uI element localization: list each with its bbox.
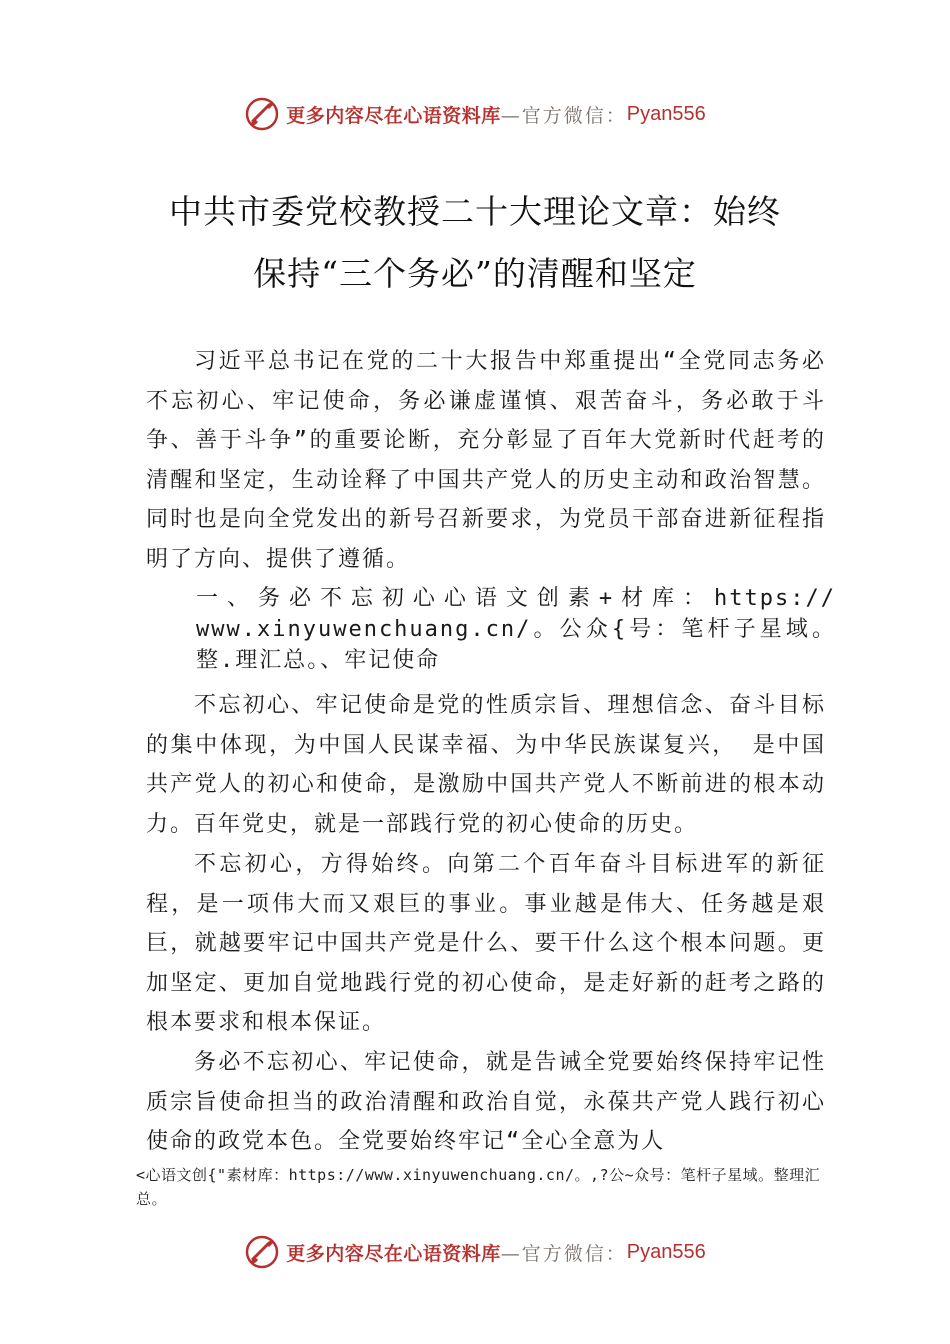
footnote-source: <心语文创{"素材库：https://www.xinyuwenchuang.cn/。,?公~众号：笔杆子星域。整理汇总。	[136, 1166, 821, 1208]
body-paragraph-3: 不忘初心，方得始终。向第二个百年奋斗目标进军的新征程，是一项伟大而又艰巨的事业。事业越是伟大、任务越是艰巨，就越要牢记中国共产党是什么、要干什么这个根本问题。更加坚定、更加自觉地践行党的初心使命，是走好新的赶考之路的根本要求和根本保证。	[146, 852, 826, 1036]
document-title-line-2: 保持“三个务必”的清醒和坚定	[253, 254, 697, 293]
document-title-line-1: 中共市委党校教授二十大理论文章：始终	[169, 192, 781, 231]
banner-wechat-id: Pyan556	[626, 1240, 706, 1263]
banner-wechat-label: —官方微信：	[500, 1242, 627, 1265]
banner-brand-text: 更多内容尽在心语资料库	[286, 104, 501, 127]
footer-watermark-banner	[0, 1232, 950, 1272]
banner-brand-text: 更多内容尽在心语资料库	[286, 1242, 501, 1265]
brand-logo-icon	[244, 96, 280, 132]
body-paragraph-2: 不忘初心、牢记使命是党的性质宗旨、理想信念、奋斗目标的集中体现，为中国人民谋幸福、为中华民族谋复兴， 是中国共产党人的初心和使命，是激励中国共产党人不断前进的根本动力。百年党史，就是一部践行党的初心使命的历史。	[146, 693, 826, 837]
body-paragraph-intro: 习近平总书记在党的二十大报告中郑重提出“全党同志务必不忘初心、牢记使命，务必谦虚谨慎、艰苦奋斗，务必敢于斗争、善于斗争”的重要论断，充分彰显了百年大党新时代赶考的清醒和坚定，生动诠释了中国共产党人的历史主动和政治智慧。同时也是向全党发出的新号召新要求，为党员干部奋进新征程指明了方向、提供了遵循。	[146, 349, 826, 572]
header-watermark-banner	[0, 94, 950, 134]
section-heading-1: 一、务必不忘初心心语文创素+材库：https:// www.xinyuwenchuang.cn/。公众{号：笔杆子星域。整.理汇总。、牢记使命	[196, 586, 836, 673]
banner-wechat-label: —官方微信：	[500, 104, 627, 127]
brand-logo-icon	[244, 1234, 280, 1270]
body-paragraph-4: 务必不忘初心、牢记使命，就是告诫全党要始终保持牢记性质宗旨使命担当的政治清醒和政治自觉，永葆共产党人践行初心使命的政党本色。全党要始终牢记“全心全意为人	[146, 1050, 826, 1155]
banner-wechat-id: Pyan556	[626, 102, 706, 125]
